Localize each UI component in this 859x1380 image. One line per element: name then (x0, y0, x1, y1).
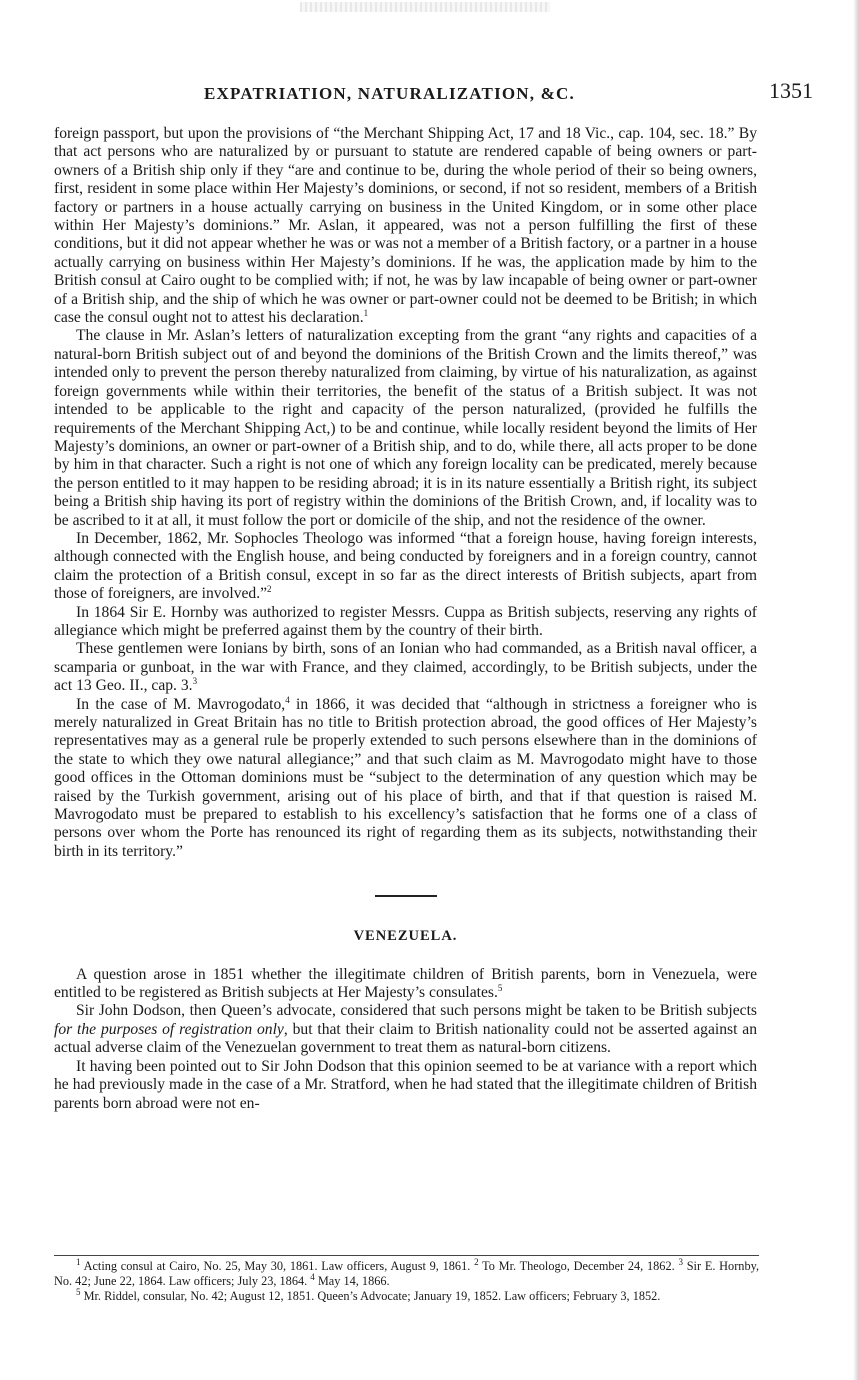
footnote-3: Sir E. Hornby, No. 42; June 22, 1864. Law officers; July 23, 1864. (54, 1259, 760, 1288)
section-heading: VENEZUELA. (353, 928, 458, 945)
footnote-line: $^1$ Acting consul at Cairo, No. 25, May 30, 1861. Law officers, August 9, 1861. $^2$ To Mr. Theologo, December 24, 1862. $^3$ Sir E. Hornby, No. 42; June 22, 1864. Law officers; July 23, 1864. $^4$ May 14, 1866. (54, 1256, 760, 1288)
footnote-ref: 1 (363, 307, 369, 318)
paragraph-theologo: In December, 1862, Mr. Sophocles Theologo was informed “that a foreign house, having foreign interests, although connected with the English house, and being conducted by foreigners and in a foreign country, cannot claim the protection of a British consul, except in so far as the direct interests of British subjects, apart from those of foreigners, are involved.”$^2$ (54, 529, 757, 603)
footnote-5: Mr. Riddel, consular, No. 42; August 12, 1851. Queen’s Advocate; January 19, 1852. Law officers; February 3, 1852. (83, 1289, 661, 1303)
paragraph-stratford: It having been pointed out to Sir John Dodson that this opinion seemed to be at variance with a report which he had previously made in the case of a Mr. Stratford, when he had stated that the illegitimate children of British parents born abroad were not en- (54, 1057, 757, 1112)
paragraph-dodson-opinion: Sir John Dodson, then Queen’s advocate, considered that such persons might be taken to be British subjects for the purposes of registration only, but that their claim to British nationality could not be asserted against an actual adverse claim of the Venezuelan government to treat them as natural-born citizens. (54, 1002, 757, 1057)
footnote-1: Acting consul at Cairo, No. 25, May 30, 1861. Law officers, August 9, 1861. (83, 1259, 471, 1273)
running-head (54, 78, 813, 108)
footnote-2: To Mr. Theologo, December 24, 1862. (482, 1259, 675, 1273)
body-text (54, 125, 757, 1113)
footnote-ref: 5 (497, 982, 503, 993)
page-number: 1351 (769, 78, 813, 103)
paragraph-aslan-shipping: foreign passport, but upon the provisions of “the Merchant Shipping Act, 17 and 18 Vic., cap. 104, sec. 18.” By that act persons who are naturalized by or pursuant to statute are rendered capable of being owners or part-owners of a British ship only if they “are and continue to be, during the whole period of their so being owners, first, resident in some place within Her Majesty’s dominions, or second, if not so resident, members of a British factory or partners in a house actually carrying on business in the United Kingdom, or in some other place within Her Majesty’s dominions.” Mr. Aslan, it appeared, was not a person fulfilling the first of these conditions, but it did not appear whether he was or was not a member of a British factory, or a partner in a house actually carrying on business within Her Majesty’s dominions. If he was, the application made by him to the British consul at Cairo ought to be complied with; if not, he was by law incapable of being owner or part-owner of a British ship, and the ship of which he was owner or part-owner could not be deemed to be British; in which case the consul ought not to attest his declaration.$^1$ (54, 125, 757, 327)
paragraph-aslan-clause: The clause in Mr. Aslan’s letters of naturalization excepting from the grant “any rights and capacities of a natural-born British subject out of and beyond the dominions of the British Crown and the limits thereof,” was intended only to prevent the person thereby naturalized from claiming, by virtue of his naturalization, as against foreign governments while within their territories, the benefit of the status of a British subject. It was not intended to be applicable to the right and capacity of the person naturalized, (provided he fulfills the requirements of the Merchant Shipping Act,) to be and continue, while locally resident beyond the limits of Her Majesty’s dominions, an owner or part-owner of a British ship, and to do, while there, all acts proper to be done by him in that character. Such a right is not one of which any foreign locality can be predicated, merely because the person entitled to it may happen to be residing abroad; it is in its nature essentially a British right, its subject being a British ship having its port of registry within the dominions of the British Crown, and, if locality was to be ascribed to it at all, it must follow the port or domicile of the ship, and not the residence of the owner. (54, 327, 757, 529)
footnotes (54, 1255, 759, 1304)
paragraph-mavrogodato: In the case of M. Mavrogodato,$^4$ in 1866, it was decided that “although in strictness a foreigner who is merely naturalized in Great Britain has no title to British protection abroad, the good offices of Her Majesty’s representatives may as a general rule be properly extended to such persons elsewhere than in the dominions of the state to which they owe natural allegiance;” and that such claim as M. Mavrogodato might have to those good offices in the Ottoman dominions must be “subject to the determination of any question which may be raised by the Turkish government, arising out of his place of birth, and that if that question is raised M. Mavrogodato must be prepared to establish to his excellency’s satisfaction that he forms one of a class of persons over whom the Porte has renounced its right of regarding them as its subjects, notwithstanding their birth in its territory.” (54, 694, 757, 860)
footnote-4: May 14, 1866. (317, 1274, 390, 1288)
paragraph-ionians: These gentlemen were Ionians by birth, sons of an Ionian who had commanded, as a British naval officer, a scamparia or gunboat, in the war with France, and they claimed, accordingly, to be British subjects, under the act 13 Geo. II., cap. 3.$^3$ (54, 640, 757, 695)
footnote-ref: 4 (285, 694, 290, 705)
paragraph-venezuela-question: A question arose in 1851 whether the illegitimate children of British parents, born in Venezuela, were entitled to be registered as British subjects at Her Majesty’s consulates.$^5$ (54, 965, 757, 1002)
section-divider (375, 895, 437, 897)
scan-artifact (300, 2, 550, 12)
footnote-ref: 2 (267, 583, 272, 594)
footnote-line: $^5$ Mr. Riddel, consular, No. 42; August 12, 1851. Queen’s Advocate; January 19, 1852. Law officers; February 3, 1852. (76, 1286, 661, 1303)
paragraph-hornby-cuppa: In 1864 Sir E. Hornby was authorized to register Messrs. Cuppa as British subjects, reserving any rights of allegiance which might be preferred against them by the country of their birth. (54, 603, 757, 639)
page-edge-shadow (853, 0, 859, 1380)
running-title: EXPATRIATION, NATURALIZATION, &C. (204, 84, 575, 103)
footnote-ref: 3 (192, 676, 198, 686)
italic-phrase: for the purposes of registration only (54, 1020, 284, 1038)
